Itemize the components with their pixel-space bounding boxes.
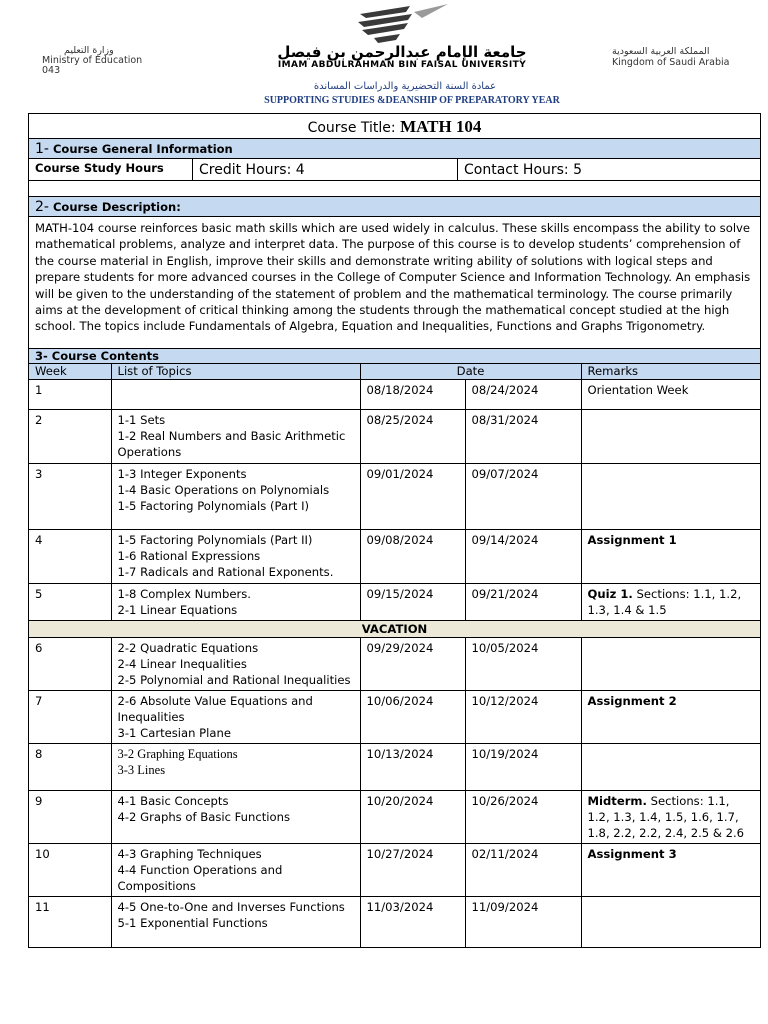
vacation-row xyxy=(29,621,760,638)
remarks xyxy=(581,464,760,530)
section-number: 1- xyxy=(35,141,49,157)
topic: 4-3 Graphing Techniques xyxy=(117,847,262,861)
end-date: 08/31/2024 xyxy=(465,410,581,464)
kingdom-english: Kingdom of Saudi Arabia xyxy=(612,57,730,68)
topic: 2-5 Polynomial and Rational Inequalities xyxy=(117,673,351,687)
kingdom-block xyxy=(612,46,730,68)
topics-cell xyxy=(111,691,360,744)
topic: 3-1 Cartesian Plane xyxy=(117,726,231,740)
end-date: 11/09/2024 xyxy=(465,897,581,947)
table-row xyxy=(29,410,760,464)
university-name-arabic: جامعة الإمام عبدالرحمن بن فيصل xyxy=(277,43,527,61)
remarks: Orientation Week xyxy=(581,380,760,410)
study-hours-label: Course Study Hours xyxy=(29,159,193,180)
week-number: 3 xyxy=(29,464,111,530)
section-title: Course Description: xyxy=(52,200,181,214)
week-number: 11 xyxy=(29,897,111,947)
col-date: Date xyxy=(360,364,581,380)
topic: 1-2 Real Numbers and Basic Arithmetic Operations xyxy=(117,429,346,459)
course-contents xyxy=(29,364,760,947)
table-row xyxy=(29,897,760,947)
start-date: 08/18/2024 xyxy=(360,380,465,410)
start-date: 10/20/2024 xyxy=(360,791,465,844)
topics-cell xyxy=(111,530,360,584)
start-date: 10/27/2024 xyxy=(360,844,465,897)
remark-text: Sections: 1.1, 1.2, 1.3, 1.4 & 1.5 xyxy=(587,587,742,617)
topics-cell xyxy=(111,638,360,691)
topic: 2-6 Absolute Value Equations and Inequalities xyxy=(117,694,313,724)
ministry-english: Ministry of Education xyxy=(42,55,143,66)
table-row xyxy=(29,464,760,530)
ministry-arabic: وزارة التعليم xyxy=(64,45,114,56)
table-row xyxy=(29,530,760,584)
start-date: 08/25/2024 xyxy=(360,410,465,464)
remarks xyxy=(581,897,760,947)
topics-cell xyxy=(111,744,360,791)
topic: 4-1 Basic Concepts xyxy=(117,794,229,808)
end-date: 10/05/2024 xyxy=(465,638,581,691)
blank-row xyxy=(29,181,760,197)
course-contents-table xyxy=(29,364,760,947)
week-number: 8 xyxy=(29,744,111,791)
table-row xyxy=(29,744,760,791)
table-row xyxy=(29,791,760,844)
start-date: 09/15/2024 xyxy=(360,584,465,621)
page-header xyxy=(0,0,768,112)
remark-bold: Assignment 2 xyxy=(587,694,677,708)
remarks xyxy=(581,691,760,744)
course-title-value: MATH 104 xyxy=(400,117,482,136)
col-week: Week xyxy=(29,364,111,380)
topic: 1-7 Radicals and Rational Exponents. xyxy=(117,565,334,579)
remarks xyxy=(581,410,760,464)
university-name-english: IMAM ABDULRAHMAN BIN FAISAL UNIVERSITY xyxy=(277,60,527,70)
course-document-table xyxy=(28,113,761,948)
topic: 1-3 Integer Exponents xyxy=(117,467,247,481)
end-date: 10/26/2024 xyxy=(465,791,581,844)
remark-bold: Quiz 1. xyxy=(587,587,633,601)
topics-cell xyxy=(111,584,360,621)
course-title-row xyxy=(29,114,760,139)
topics-cell xyxy=(111,844,360,897)
end-date: 08/24/2024 xyxy=(465,380,581,410)
remarks xyxy=(581,791,760,844)
remarks xyxy=(581,584,760,621)
topic: 1-8 Complex Numbers. xyxy=(117,587,251,601)
table-row xyxy=(29,380,760,410)
topics-cell xyxy=(111,410,360,464)
topic: 4-2 Graphs of Basic Functions xyxy=(117,810,291,824)
contact-hours: Contact Hours: 5 xyxy=(464,162,583,178)
table-row xyxy=(29,638,760,691)
topic: 5-1 Exponential Functions xyxy=(117,916,268,930)
vacation-label: VACATION xyxy=(29,621,760,638)
remarks xyxy=(581,638,760,691)
start-date: 09/29/2024 xyxy=(360,638,465,691)
topics-cell xyxy=(111,464,360,530)
topic: 1-4 Basic Operations on Polynomials xyxy=(117,483,330,497)
end-date: 02/11/2024 xyxy=(465,844,581,897)
university-logo xyxy=(352,2,452,46)
table-row xyxy=(29,844,760,897)
study-hours-row xyxy=(29,159,760,181)
table-header-row xyxy=(29,364,760,380)
section-number: 2- xyxy=(35,199,49,215)
remark-bold: Assignment 3 xyxy=(587,847,677,861)
ministry-number: 043 xyxy=(42,65,61,76)
topic: 4-4 Function Operations and Compositions xyxy=(117,863,283,893)
remarks xyxy=(581,744,760,791)
topic: 3-2 Graphing Equations xyxy=(117,747,238,761)
start-date: 09/08/2024 xyxy=(360,530,465,584)
remark-text: Sections: 1.1, 1.2, 1.3, 1.4, 1.5, 1.6, 1.7, 1.8, 2.2, 2.2, 2.4, 2.5 & 2.6 xyxy=(587,794,745,840)
deanship-arabic: عمادة السنة التحضيرية والدراسات المساندة xyxy=(313,81,497,92)
end-date: 09/21/2024 xyxy=(465,584,581,621)
end-date: 10/19/2024 xyxy=(465,744,581,791)
week-number: 1 xyxy=(29,380,111,410)
credit-hours: Credit Hours: 4 xyxy=(193,159,458,180)
topic: 1-1 Sets xyxy=(117,413,166,427)
week-number: 6 xyxy=(29,638,111,691)
topic: 4-5 One-to-One and Inverses Functions xyxy=(117,900,345,914)
week-number: 2 xyxy=(29,410,111,464)
col-topics: List of Topics xyxy=(111,364,360,380)
remarks xyxy=(581,530,760,584)
week-number: 7 xyxy=(29,691,111,744)
topic: 2-4 Linear Inequalities xyxy=(117,657,247,671)
topics-cell xyxy=(111,380,360,410)
section-course-contents: 3- Course Contents xyxy=(29,349,760,364)
course-description-text: MATH-104 course reinforces basic math skills which are used widely in calculus. These skills encompass the ability to solve mathematical problems, analyze and interpret data. The purpose of this course is to develop students’ comprehension of the course material in English, improve their skills and demonstrate writing ability of solutions with logical steps and prepare students for more advanced courses in the College of Computer Science and Information Technology. An emphasis will be given to the understanding of the statement of problem and the mathematical terminology. The course primarily aims at the development of critical thinking among the students through the mathematical concept studied at the high school. The topics include Fundamentals of Algebra, Equation and Inequalities, Functions and Graphs Trigonometry. xyxy=(29,217,760,349)
section-title: Course General Information xyxy=(52,142,233,156)
topic: 1-5 Factoring Polynomials (Part I) xyxy=(117,499,310,513)
section-course-description xyxy=(29,197,760,217)
topic: 1-5 Factoring Polynomials (Part II) xyxy=(117,533,313,547)
start-date: 11/03/2024 xyxy=(360,897,465,947)
remarks xyxy=(581,844,760,897)
section-general-info xyxy=(29,139,760,159)
week-number: 5 xyxy=(29,584,111,621)
topic: 3-3 Lines xyxy=(117,763,166,777)
topics-cell xyxy=(111,791,360,844)
topic: 1-6 Rational Expressions xyxy=(117,549,261,563)
deanship-english: SUPPORTING STUDIES &DEANSHIP OF PREPARATORY YEAR xyxy=(264,95,560,106)
week-number: 4 xyxy=(29,530,111,584)
end-date: 09/14/2024 xyxy=(465,530,581,584)
remark-bold: Midterm. xyxy=(587,794,647,808)
topic: 2-2 Quadratic Equations xyxy=(117,641,259,655)
remark-bold: Assignment 1 xyxy=(587,533,677,547)
col-remarks: Remarks xyxy=(581,364,760,380)
end-date: 09/07/2024 xyxy=(465,464,581,530)
start-date: 10/13/2024 xyxy=(360,744,465,791)
start-date: 09/01/2024 xyxy=(360,464,465,530)
week-number: 10 xyxy=(29,844,111,897)
topic: 2-1 Linear Equations xyxy=(117,603,238,617)
ministry-block xyxy=(42,46,142,76)
table-row xyxy=(29,691,760,744)
week-number: 9 xyxy=(29,791,111,844)
start-date: 10/06/2024 xyxy=(360,691,465,744)
end-date: 10/12/2024 xyxy=(465,691,581,744)
topics-cell xyxy=(111,897,360,947)
kingdom-arabic: المملكة العربية السعودية xyxy=(612,46,710,57)
course-title-label: Course Title: xyxy=(307,120,396,136)
table-row xyxy=(29,584,760,621)
